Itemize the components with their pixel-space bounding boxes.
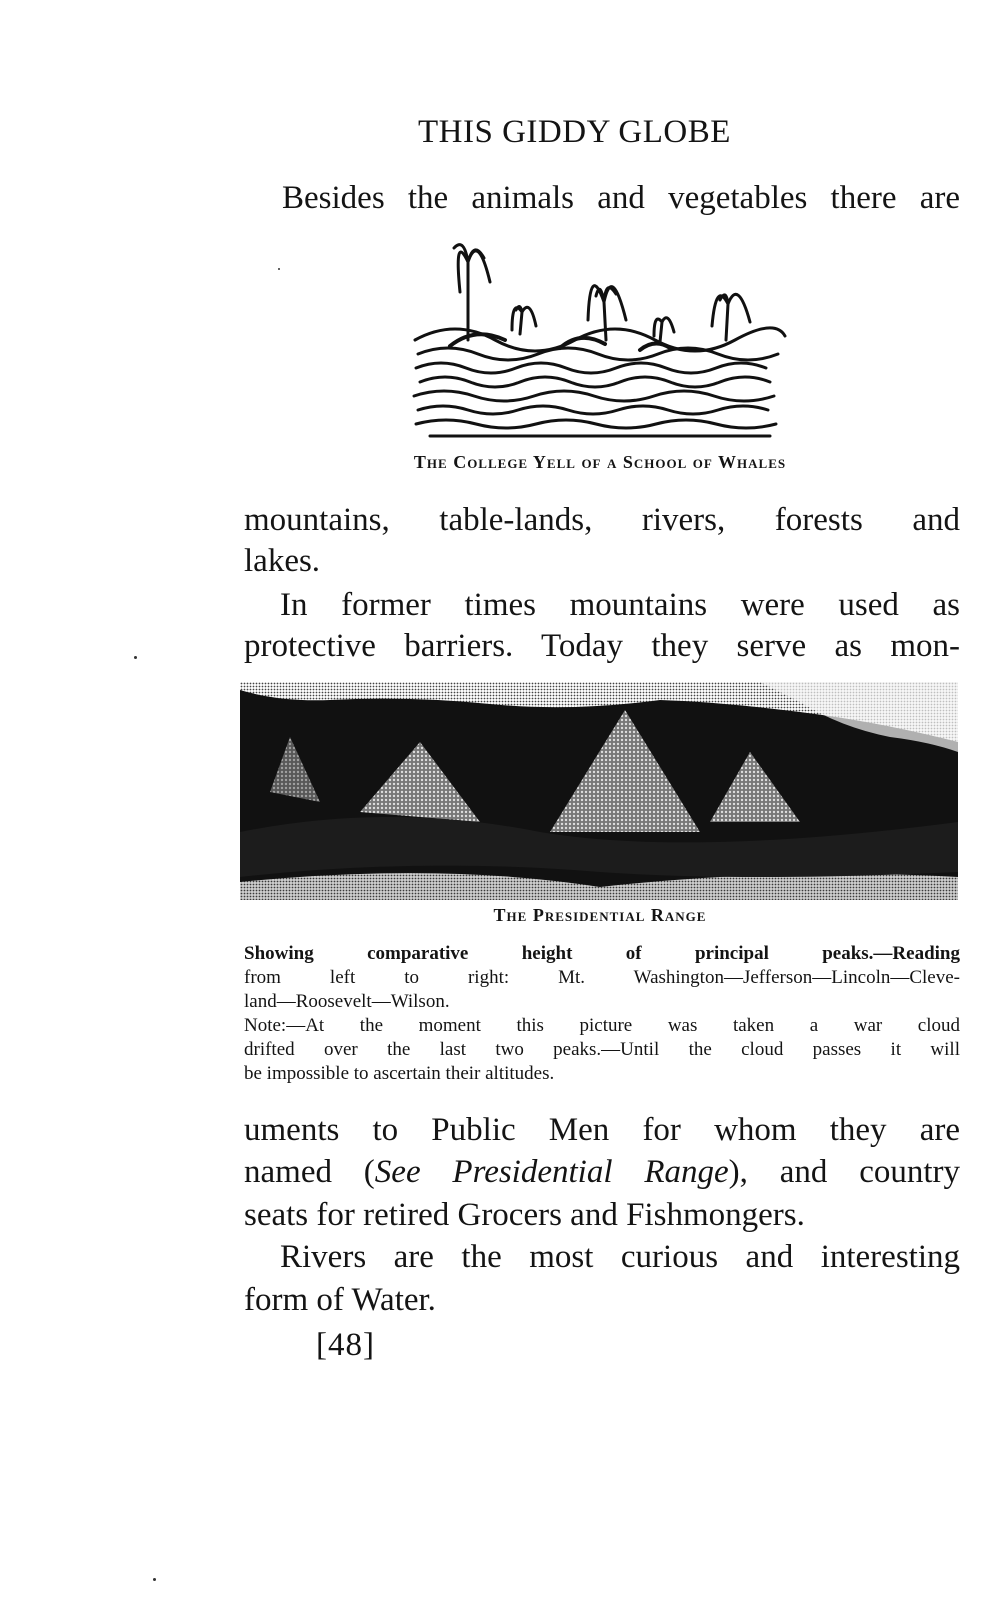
body-line-1: Besides the animals and vegetables there are (282, 180, 960, 216)
range-note-line-1: Showing comparative height of principal peaks.—Reading (244, 943, 960, 964)
body-line-8: seats for retired Grocers and Fishmongers. (244, 1197, 805, 1233)
whale-caption: The College Yell of a School of Whales (413, 452, 787, 472)
whales-illustration (410, 222, 795, 444)
range-caption: The Presidential Range (493, 905, 707, 925)
scan-speck (134, 656, 137, 659)
body-line-7-pre: named ( (244, 1154, 375, 1190)
body-line-4: In former times mountains were used as (280, 587, 960, 623)
body-line-6: uments to Public Men for whom they are (244, 1112, 960, 1148)
range-note-line-3: land—Roosevelt—Wilson. (244, 991, 450, 1012)
body-line-3: lakes. (244, 543, 321, 579)
body-line-5: protective barriers. Today they serve as mon- (244, 628, 960, 664)
body-line-2: mountains, table-lands, rivers, forests and (244, 502, 960, 538)
scan-speck (278, 268, 280, 270)
body-line-7-post: ), and country (728, 1154, 961, 1190)
page-number: [48] (316, 1327, 375, 1363)
body-line-10: form of Water. (244, 1282, 436, 1318)
presidential-range-photo (240, 682, 958, 900)
running-head: THIS GIDDY GLOBE (418, 114, 731, 150)
range-note-line-2: from left to right: Mt. Washington—Jefferson—Lincoln—Cleve- (244, 967, 960, 988)
cross-reference: See Presidential Range (374, 1154, 729, 1190)
range-note-line-6: be impossible to ascertain their altitudes. (244, 1063, 555, 1084)
body-line-7 (244, 1152, 960, 1192)
range-note-line-5: drifted over the last two peaks.—Until the cloud passes it will (244, 1039, 960, 1060)
range-note-line-4: Note:—At the moment this picture was taken a war cloud (244, 1015, 960, 1036)
scan-speck (153, 1578, 156, 1581)
body-line-9: Rivers are the most curious and interesting (280, 1239, 960, 1275)
